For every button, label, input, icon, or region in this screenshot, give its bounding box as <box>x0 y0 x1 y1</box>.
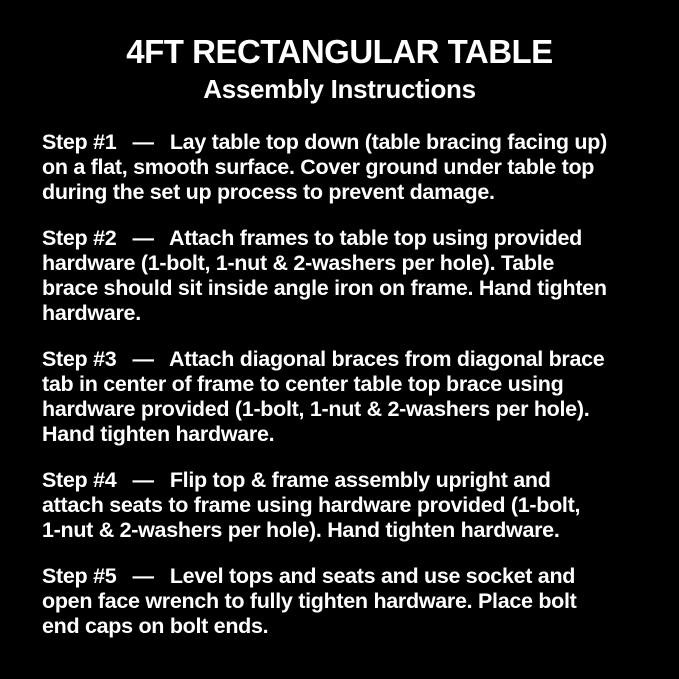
step-3-line: tab in center of frame to center table top brace using <box>42 372 564 396</box>
step-5-line: end caps on bolt ends. <box>42 614 269 638</box>
step-1-line: during the set up process to prevent damage. <box>42 180 495 204</box>
steps-list <box>0 104 679 639</box>
page-title: 4FT RECTANGULAR TABLE <box>126 33 553 70</box>
step-3 <box>42 347 649 447</box>
step-4-line: attach seats to frame using hardware provided (1-bolt, <box>42 493 581 517</box>
step-2 <box>42 226 649 326</box>
step-4-line: Step #4 — Flip top & frame assembly upright and <box>42 468 551 492</box>
step-4 <box>42 468 649 543</box>
step-1-line: Step #1 — Lay table top down (table bracing facing up) <box>42 130 607 154</box>
step-5 <box>42 564 649 639</box>
step-2-line: hardware (1-bolt, 1-nut & 2-washers per hole). Table <box>42 251 555 275</box>
page-subtitle: Assembly Instructions <box>203 74 476 104</box>
step-5-line: Step #5 — Level tops and seats and use socket and <box>42 564 576 588</box>
step-4-line: 1-nut & 2-washers per hole). Hand tighten hardware. <box>42 518 560 542</box>
step-3-line: Hand tighten hardware. <box>42 422 275 446</box>
step-3-line: Step #3 — Attach diagonal braces from diagonal brace <box>42 347 605 371</box>
step-2-line: Step #2 — Attach frames to table top using provided <box>42 226 582 250</box>
step-2-line: hardware. <box>42 301 141 325</box>
step-5-line: open face wrench to fully tighten hardware. Place bolt <box>42 589 577 613</box>
step-1-line: on a flat, smooth surface. Cover ground under table top <box>42 155 595 179</box>
step-1 <box>42 130 649 205</box>
step-3-line: hardware provided (1-bolt, 1-nut & 2-washers per hole). <box>42 397 590 421</box>
step-2-line: brace should sit inside angle iron on frame. Hand tighten <box>42 276 607 300</box>
sheet-header <box>0 0 679 104</box>
